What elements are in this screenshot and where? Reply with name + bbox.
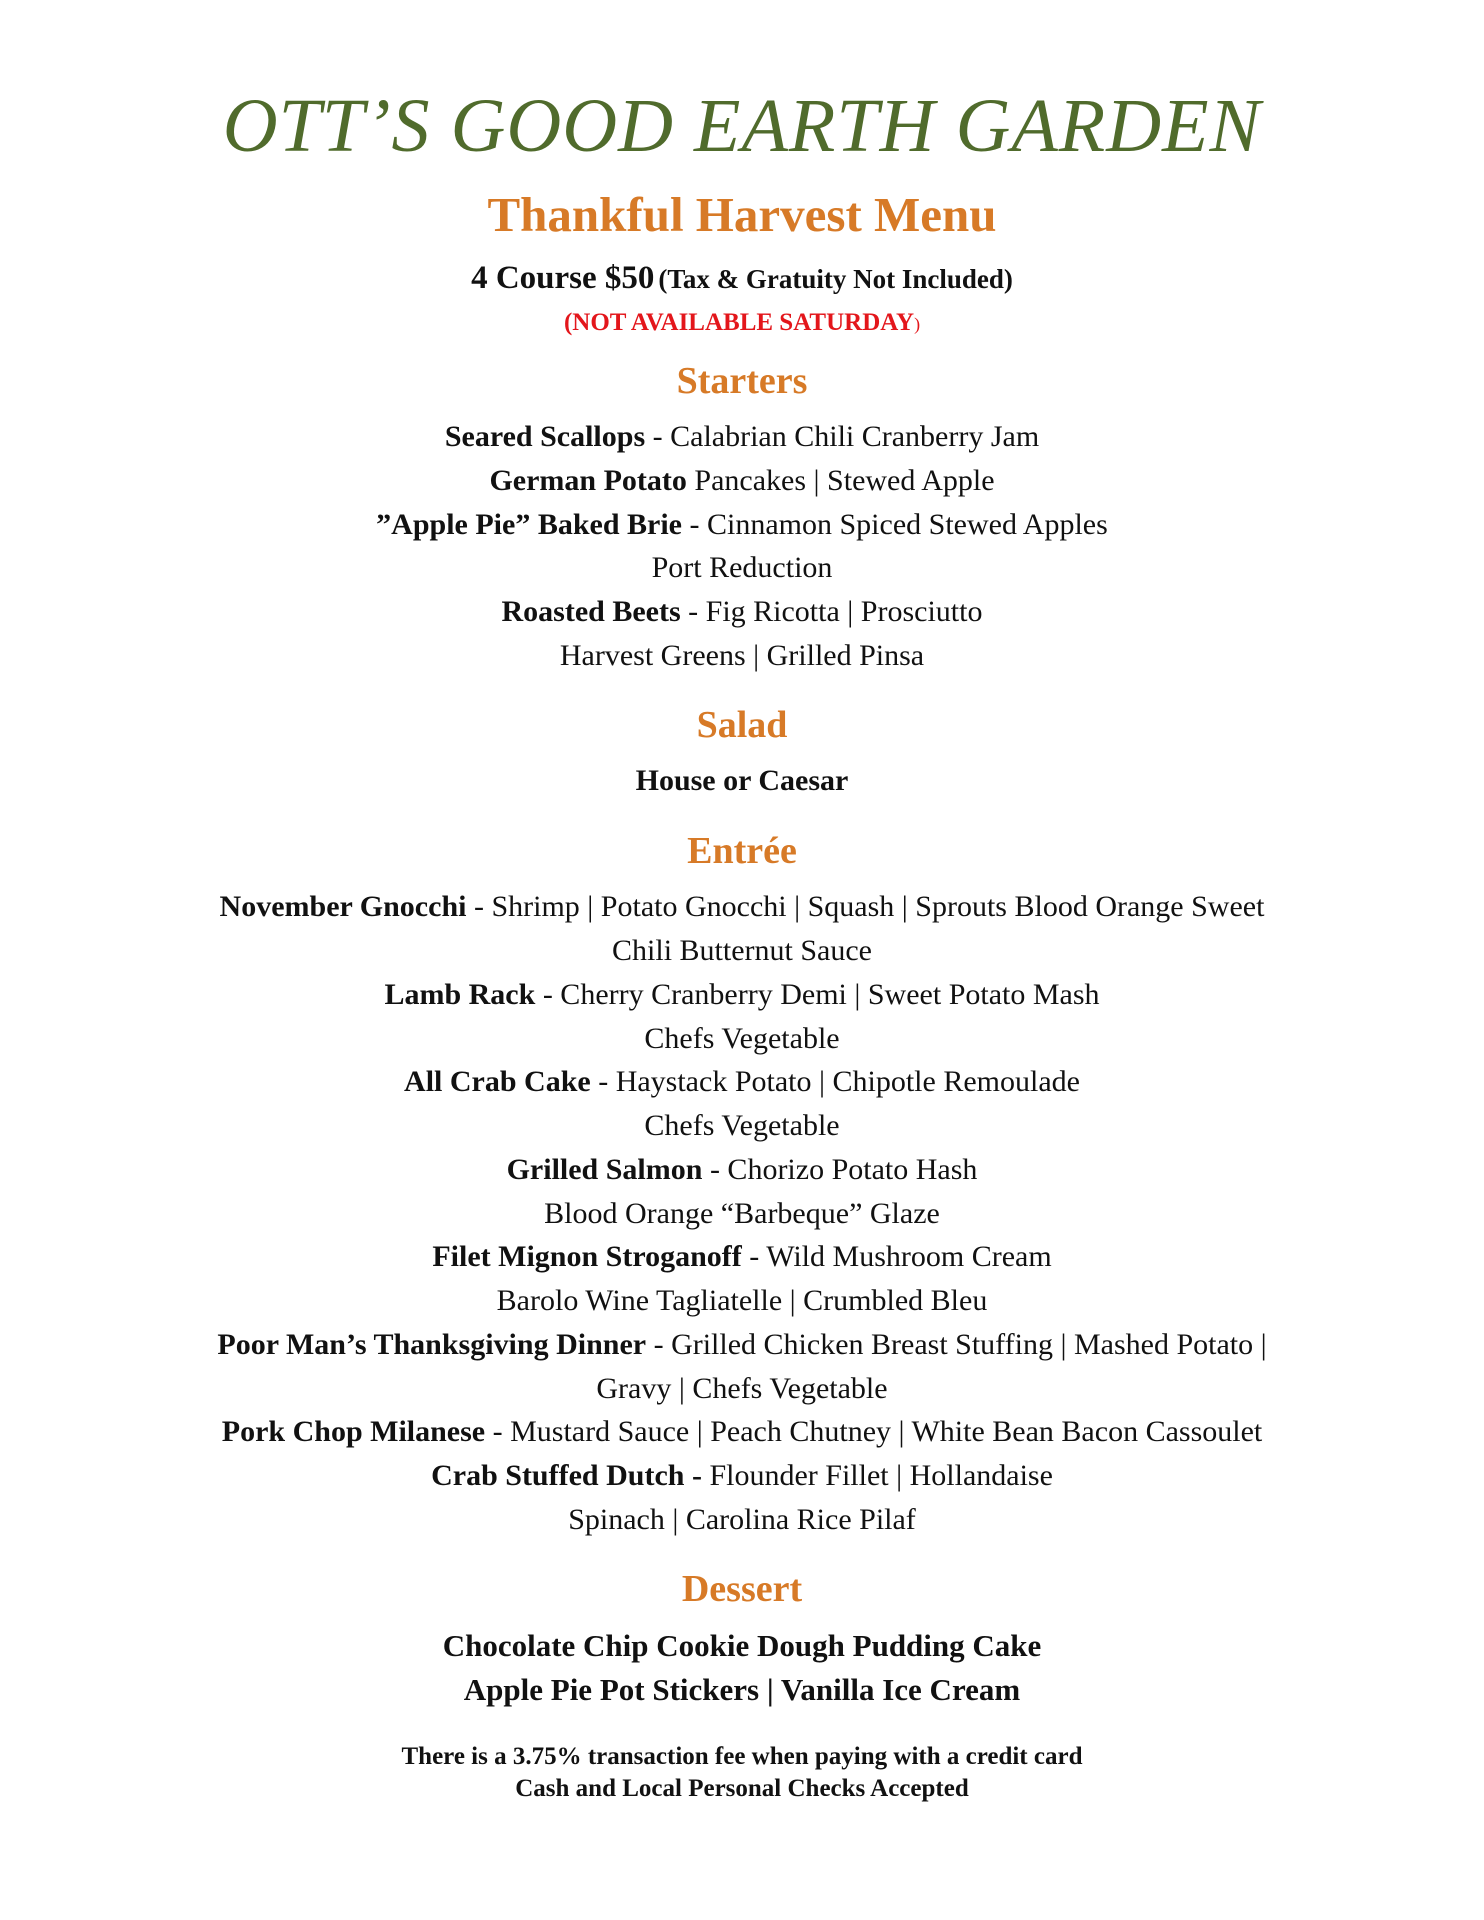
entree-line bbox=[0, 1155, 1484, 1185]
entree-description: - Mustard Sauce | Peach Chutney | White Bean Bacon Cassoulet bbox=[485, 1415, 1263, 1448]
entree-line bbox=[0, 1505, 1484, 1535]
starters-heading: Starters bbox=[676, 360, 808, 402]
dessert-line: Chocolate Chip Cookie Dough Pudding Cake bbox=[442, 1628, 1042, 1663]
entree-description: - Shrimp | Potato Gnocchi | Squash | Sprouts Blood Orange Sweet bbox=[466, 890, 1265, 923]
entree-description: Barolo Wine Tagliatelle | Crumbled Bleu bbox=[496, 1284, 988, 1317]
starter-line bbox=[0, 553, 1484, 583]
starter-line bbox=[0, 510, 1484, 540]
menu-title: Thankful Harvest Menu bbox=[487, 187, 997, 242]
availability-text: (NOT AVAILABLE SATURDAY bbox=[563, 309, 915, 336]
entree-line bbox=[0, 1024, 1484, 1054]
entree-description: Chefs Vegetable bbox=[644, 1109, 840, 1142]
salad-line bbox=[0, 766, 1484, 796]
starter-description: Pancakes | Stewed Apple bbox=[686, 464, 995, 497]
entree-description: - Wild Mushroom Cream bbox=[741, 1240, 1052, 1273]
entree-line bbox=[0, 1199, 1484, 1229]
entree-description: - Chorizo Potato Hash bbox=[702, 1153, 978, 1186]
starter-description: Port Reduction bbox=[651, 551, 833, 584]
starter-name: Roasted Beets bbox=[501, 595, 681, 628]
entree-line bbox=[0, 1242, 1484, 1272]
entree-line bbox=[0, 1374, 1484, 1404]
entree-line bbox=[0, 892, 1484, 922]
entree-name: November Gnocchi bbox=[219, 890, 467, 923]
entree-name: Lamb Rack bbox=[384, 978, 536, 1011]
entree-name: Pork Chop Milanese bbox=[221, 1415, 486, 1448]
availability-close: ) bbox=[914, 314, 921, 334]
entree-name: Crab Stuffed Dutch - bbox=[431, 1459, 702, 1492]
entree-description: Chili Butternut Sauce bbox=[612, 934, 872, 967]
entree-name: Poor Man’s Thanksgiving Dinner bbox=[217, 1328, 647, 1361]
entree-line bbox=[0, 1067, 1484, 1097]
entree-line bbox=[0, 1461, 1484, 1491]
starter-description: - Fig Ricotta | Prosciutto bbox=[680, 595, 983, 628]
starter-line bbox=[0, 597, 1484, 627]
entree-heading: Entrée bbox=[687, 830, 797, 872]
entree-description: - Haystack Potato | Chipotle Remoulade bbox=[590, 1065, 1080, 1098]
entree-line bbox=[0, 980, 1484, 1010]
entree-name: All Crab Cake bbox=[404, 1065, 591, 1098]
dessert-heading: Dessert bbox=[681, 1568, 803, 1610]
course-price: 4 Course $50 bbox=[471, 260, 655, 296]
entree-line bbox=[0, 1330, 1484, 1360]
credit-card-fee-note: There is a 3.75% transaction fee when paying with a credit card bbox=[401, 1743, 1083, 1770]
dessert-line: Apple Pie Pot Stickers | Vanilla Ice Cream bbox=[463, 1672, 1021, 1707]
restaurant-name: OTT’S GOOD EARTH GARDEN bbox=[222, 84, 1262, 168]
entree-line bbox=[0, 1111, 1484, 1141]
entree-line bbox=[0, 1417, 1484, 1447]
course-note: (Tax & Gratuity Not Included) bbox=[658, 264, 1013, 294]
entree-line bbox=[0, 936, 1484, 966]
starter-description: - Calabrian Chili Cranberry Jam bbox=[645, 420, 1040, 453]
starter-description: - Cinnamon Spiced Stewed Apples bbox=[682, 508, 1108, 541]
starter-description: Harvest Greens | Grilled Pinsa bbox=[559, 639, 925, 672]
entree-description: - Cherry Cranberry Demi | Sweet Potato Mash bbox=[535, 978, 1100, 1011]
starter-name: Seared Scallops bbox=[444, 420, 646, 453]
entree-description: Chefs Vegetable bbox=[644, 1022, 840, 1055]
availability-notice bbox=[0, 310, 1484, 335]
entree-description: Spinach | Carolina Rice Pilaf bbox=[568, 1503, 916, 1536]
course-price-line bbox=[0, 262, 1484, 295]
payment-methods-note: Cash and Local Personal Checks Accepted bbox=[515, 1775, 969, 1802]
starter-line bbox=[0, 466, 1484, 496]
entree-description: Flounder Fillet | Hollandaise bbox=[701, 1459, 1053, 1492]
starter-line bbox=[0, 641, 1484, 671]
entree-name: Grilled Salmon bbox=[506, 1153, 703, 1186]
starter-line bbox=[0, 422, 1484, 452]
entree-line bbox=[0, 1286, 1484, 1316]
entree-description: Blood Orange “Barbeque” Glaze bbox=[544, 1197, 940, 1230]
starter-name: German Potato bbox=[489, 464, 687, 497]
salad-options: House or Caesar bbox=[635, 764, 849, 797]
starter-name: ”Apple Pie” Baked Brie bbox=[376, 508, 683, 541]
entree-description: Gravy | Chefs Vegetable bbox=[596, 1372, 888, 1405]
salad-heading: Salad bbox=[696, 704, 788, 746]
entree-description: - Grilled Chicken Breast Stuffing | Mashed Potato | bbox=[646, 1328, 1267, 1361]
entree-name: Filet Mignon Stroganoff bbox=[432, 1240, 742, 1273]
